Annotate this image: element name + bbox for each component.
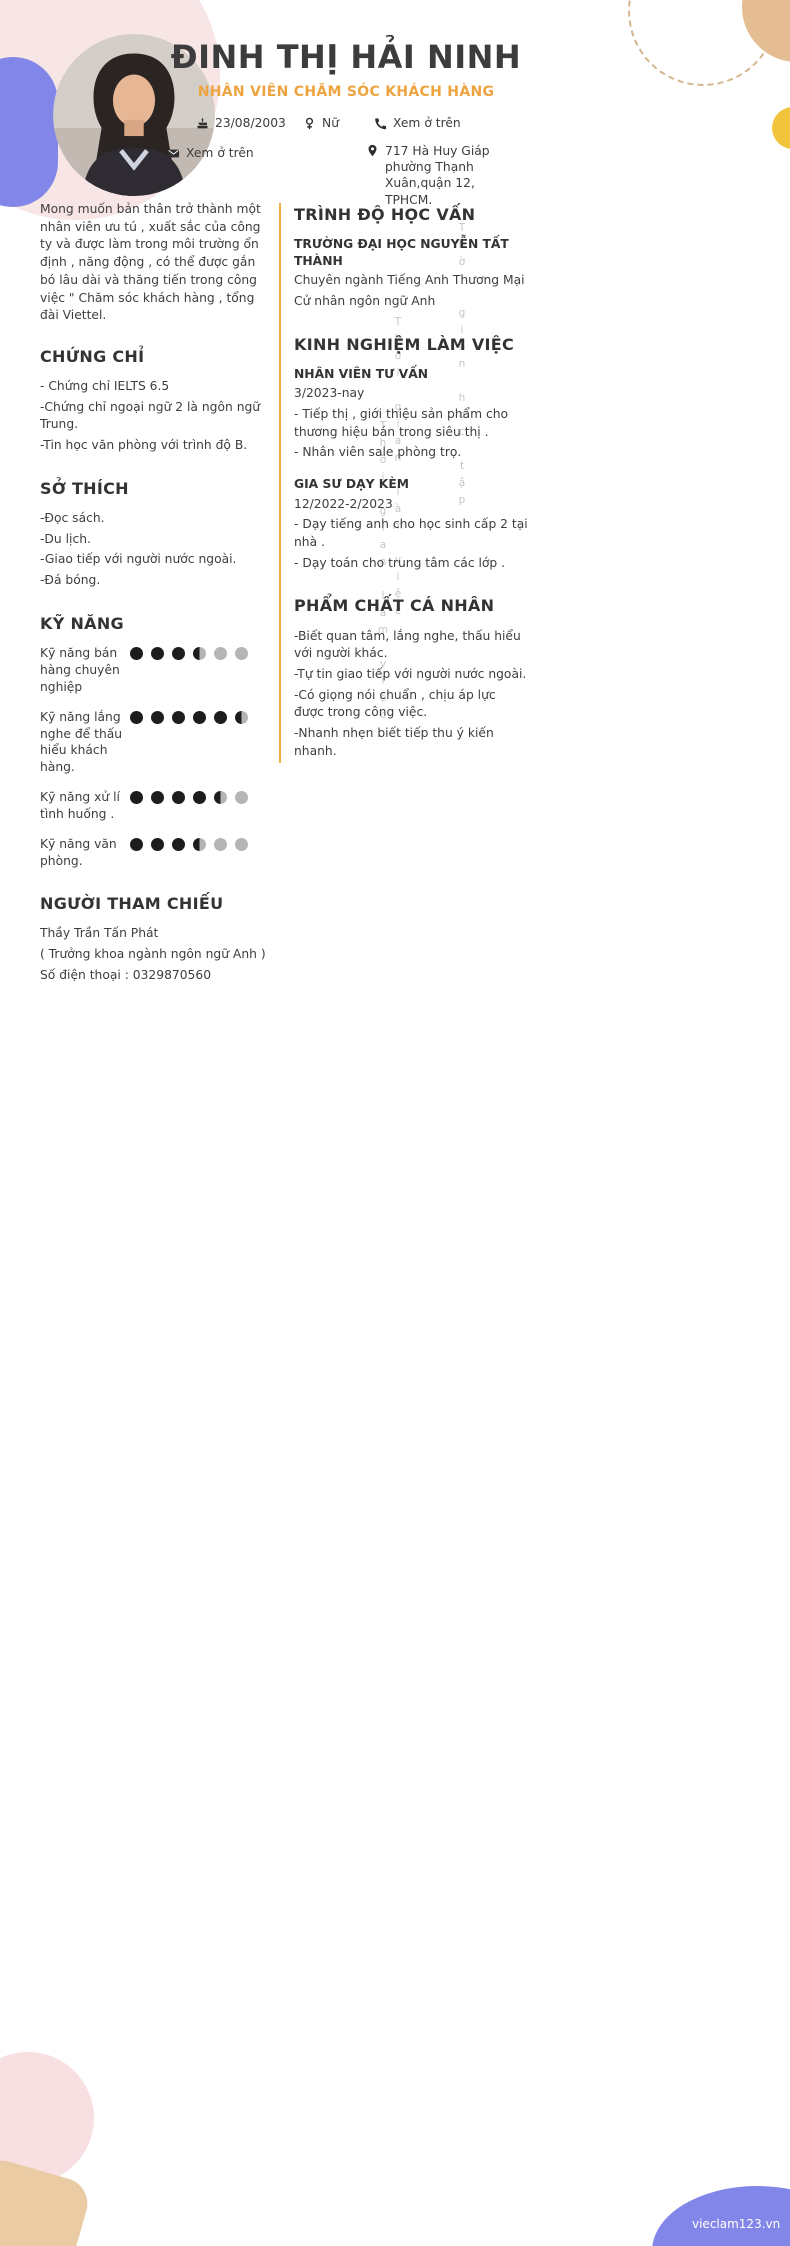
rating-dot	[193, 647, 206, 660]
job-title-1: NHÂN VIÊN TƯ VẤN	[294, 366, 429, 381]
education-degree: Cử nhân ngôn ngữ Anh	[294, 293, 436, 308]
job-period-1: 3/2023-nay	[294, 386, 365, 401]
rating-dot	[130, 647, 143, 660]
rating-dot	[151, 711, 164, 724]
skill-row	[40, 836, 268, 870]
job-bullet: - Nhân viên sale phòng trọ.	[294, 445, 462, 460]
rating-dot	[172, 647, 185, 660]
list-item: -Du lịch.	[40, 531, 91, 546]
section-heading-hobbies: SỞ THÍCH	[40, 478, 129, 498]
quality-item: -Có giọng nói chuẩn , chịu áp lực được trong công việc.	[294, 687, 496, 720]
email-value: Xem ở trên	[186, 146, 254, 160]
reference-name: Thầy Trần Tấn Phát	[40, 926, 159, 941]
rating-dot	[193, 791, 206, 804]
phone-value: Xem ở trên	[393, 116, 461, 130]
skill-row	[40, 709, 268, 777]
rating-dot	[130, 791, 143, 804]
dob-value: 23/08/2003	[215, 116, 286, 130]
contact-gender	[303, 116, 339, 130]
rating-dot	[235, 791, 248, 804]
quality-item: -Biết quan tâm, lắng nghe, thấu hiểu với người khác.	[294, 628, 521, 661]
skill-label: Kỹ năng bán hàng chuyên nghiệp	[40, 645, 120, 694]
left-column	[40, 201, 268, 987]
rating-dot	[214, 791, 227, 804]
watermark-text: Thời gian làm việc	[377, 420, 389, 726]
skill-label: Kỹ năng văn phòng.	[40, 837, 117, 869]
yellow-circle-decoration	[772, 107, 790, 149]
list-item: -Giao tiếp với người nước ngoài.	[40, 552, 237, 567]
skill-row	[40, 789, 268, 823]
reference-phone: Số điện thoại : 0329870560	[40, 967, 212, 982]
contact-email	[167, 146, 254, 160]
education-major: Chuyên ngành Tiếng Anh Thương Mại	[294, 273, 525, 288]
hobbies-list	[40, 510, 268, 590]
rating-dot	[130, 711, 143, 724]
skill-rating-dots	[130, 836, 248, 851]
rating-dot	[130, 838, 143, 851]
quality-item: -Nhanh nhẹn biết tiếp thu ý kiến nhanh.	[294, 726, 494, 758]
rating-dot	[172, 838, 185, 851]
skill-rating-dots	[130, 645, 248, 660]
mail-icon	[167, 147, 180, 160]
contact-phone	[374, 116, 461, 130]
birthday-cake-icon	[196, 117, 209, 130]
list-item: - Chứng chỉ IELTS 6.5	[40, 378, 170, 393]
address-value: 717 Hà Huy Giáp phường Thạnh Xuân,quận 12, TPHCM.	[385, 144, 490, 207]
rating-dot	[214, 647, 227, 660]
brand-footer: vieclam123.vn	[692, 2217, 781, 2231]
list-item: -Chứng chỉ ngoại ngữ 2 là ngôn ngữ Trung.	[40, 399, 261, 432]
watermark-text: Thời gian học tập	[456, 222, 468, 511]
section-heading-references: NGƯỜI THAM CHIẾU	[40, 894, 224, 914]
list-item: -Tin học văn phòng với trình độ B.	[40, 438, 248, 453]
skill-label: Kỹ năng xử lí tình huống .	[40, 790, 120, 822]
section-heading-qualities: PHẨM CHẤT CÁ NHÂN	[294, 596, 495, 616]
rating-dot	[214, 838, 227, 851]
rating-dot	[235, 838, 248, 851]
skill-rating-dots	[130, 789, 248, 804]
rating-dot	[151, 791, 164, 804]
section-heading-certificates: CHỨNG CHỈ	[40, 346, 145, 366]
purple-pill-decoration	[0, 57, 58, 207]
gender-icon	[303, 117, 316, 130]
right-column	[279, 203, 529, 763]
rating-dot	[172, 711, 185, 724]
job-title-2: GIA SƯ DẠY KÈM	[294, 477, 409, 492]
section-heading-experience: KINH NGHIỆM LÀM VIỆC	[294, 334, 515, 354]
list-item: -Đá bóng.	[40, 572, 101, 587]
page-title: ĐINH THỊ HẢI NINH	[170, 38, 522, 76]
job-title: NHÂN VIÊN CHĂM SÓC KHÁCH HÀNG	[197, 84, 495, 100]
section-heading-skills: KỸ NĂNG	[40, 613, 124, 633]
watermark-text: Thời gian làm việc	[392, 316, 404, 622]
job-bullet: - Dạy toán cho trung tâm các lớp .	[294, 555, 506, 570]
skill-rating-dots	[130, 709, 248, 724]
job-period-2: 12/2022-2/2023	[294, 496, 393, 511]
references-section	[40, 892, 268, 984]
certificates-list	[40, 378, 268, 455]
rating-dot	[193, 711, 206, 724]
rating-dot	[235, 711, 248, 724]
purple-blob-decoration	[652, 2186, 790, 2246]
list-item: -Đọc sách.	[40, 510, 105, 525]
quality-item: -Tự tin giao tiếp với người nước ngoài.	[294, 666, 527, 681]
rating-dot	[214, 711, 227, 724]
rating-dot	[235, 647, 248, 660]
reference-role: ( Trưởng khoa ngành ngôn ngữ Anh )	[40, 947, 266, 962]
rating-dot	[172, 791, 185, 804]
contact-dob	[196, 116, 286, 130]
location-pin-icon	[366, 144, 379, 157]
gender-value: Nữ	[322, 116, 339, 130]
contact-address	[366, 143, 516, 208]
rating-dot	[151, 647, 164, 660]
rating-dot	[151, 838, 164, 851]
objective-text: Mong muốn bản thân trở thành một nhân viên ưu tú , xuất sắc của công ty và được làm trong môi trường ổn định , năng động , có thể được gắn bó lâu dài và thăng tiến trong công việc " Chăm sóc khách hàng , tổng đài Viettel.	[40, 202, 261, 323]
skill-row	[40, 645, 268, 696]
job-bullet: - Dạy tiếng anh cho học sinh cấp 2 tại nhà .	[294, 517, 528, 550]
section-heading-education: TRÌNH ĐỘ HỌC VẤN	[294, 205, 476, 224]
job-bullet: - Tiếp thị , giới thiệu sản phẩm cho thương hiệu bán trong siêu thị .	[294, 406, 509, 439]
education-school: TRƯỜNG ĐẠI HỌC NGUYỄN TẤT THÀNH	[294, 237, 509, 268]
skill-label: Kỹ năng lắng nghe để thấu hiểu khách hàng.	[40, 709, 123, 775]
rating-dot	[193, 838, 206, 851]
phone-icon	[374, 117, 387, 130]
